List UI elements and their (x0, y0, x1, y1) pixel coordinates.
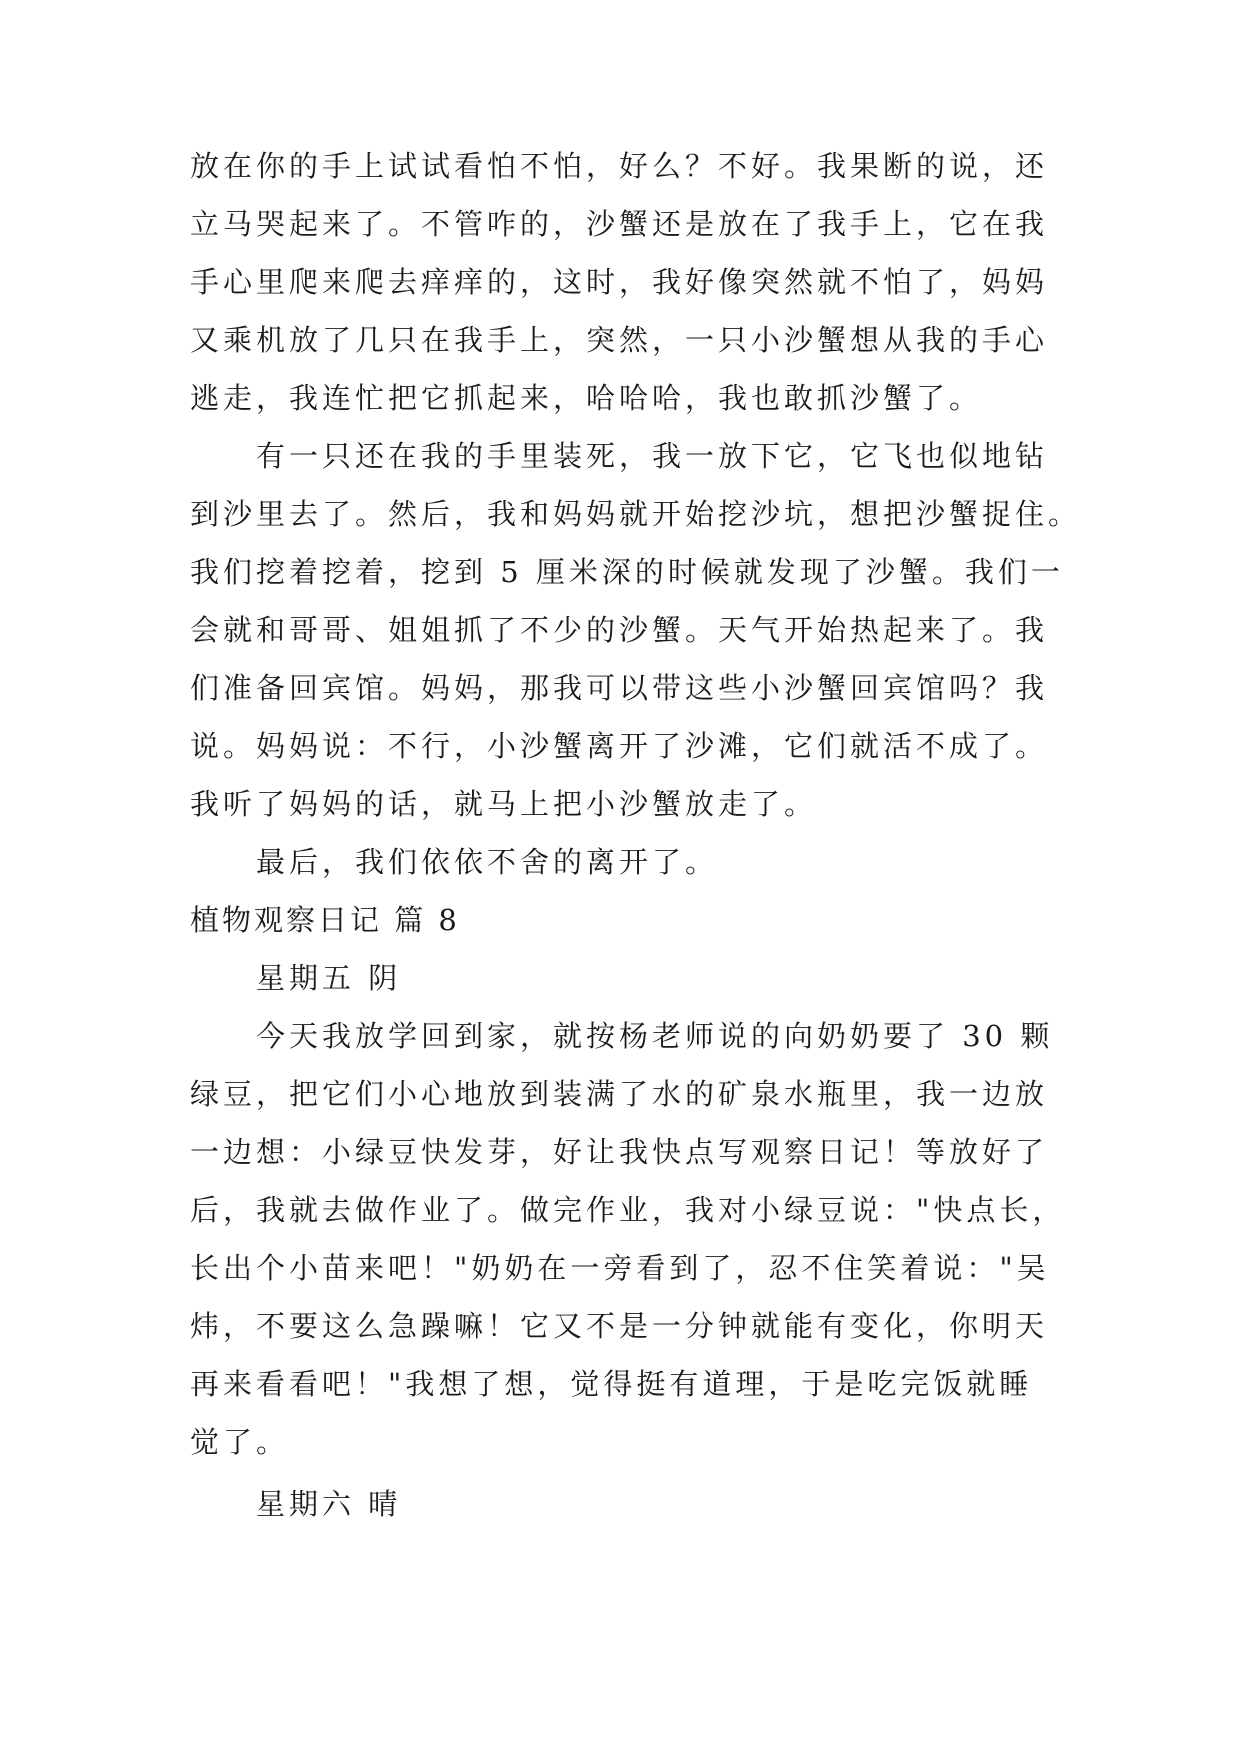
text-line: 放在你的手上试试看怕不怕，好么？不好。我果断的说，还 (190, 149, 1049, 183)
text-line: 觉了。 (190, 1425, 290, 1459)
text-line: 长出个小苗来吧！"奶奶在一旁看到了，忍不住笑着说："吴 (190, 1251, 1050, 1285)
diary-date: 星期五 阴 (256, 961, 402, 995)
text-line: 手心里爬来爬去痒痒的，这时，我好像突然就不怕了，妈妈 (190, 265, 1049, 299)
text-line: 说。妈妈说：不行，小沙蟹离开了沙滩，它们就活不成了。 (190, 729, 1049, 763)
text-line: 到沙里去了。然后，我和妈妈就开始挖沙坑，想把沙蟹捉住。 (190, 497, 1082, 531)
text-line: 们准备回宾馆。妈妈，那我可以带这些小沙蟹回宾馆吗？我 (190, 671, 1049, 705)
section-heading: 植物观察日记 篇 8 (190, 903, 460, 937)
paragraph-first-line: 今天我放学回到家，就按杨老师说的向奶奶要了 30 颗 (256, 1019, 1054, 1053)
text-line: 一边想：小绿豆快发芽，好让我快点写观察日记！等放好了 (190, 1135, 1049, 1169)
text-line: 又乘机放了几只在我手上，突然，一只小沙蟹想从我的手心 (190, 323, 1049, 357)
paragraph-first-line: 有一只还在我的手里装死，我一放下它，它飞也似地钻 (256, 439, 1049, 473)
text-line: 会就和哥哥、姐姐抓了不少的沙蟹。天气开始热起来了。我 (190, 613, 1049, 647)
text-line: 我们挖着挖着，挖到 5 厘米深的时候就发现了沙蟹。我们一 (190, 555, 1064, 589)
text-line: 逃走，我连忙把它抓起来，哈哈哈，我也敢抓沙蟹了。 (190, 381, 983, 415)
paragraph-first-line: 最后，我们依依不舍的离开了。 (256, 845, 719, 879)
text-line: 再来看看吧！"我想了想，觉得挺有道理，于是吃完饭就睡 (190, 1367, 1033, 1401)
diary-date: 星期六 晴 (256, 1487, 402, 1521)
text-line: 立马哭起来了。不管咋的，沙蟹还是放在了我手上，它在我 (190, 207, 1049, 241)
text-line: 绿豆，把它们小心地放到装满了水的矿泉水瓶里，我一边放 (190, 1077, 1049, 1111)
text-line: 我听了妈妈的话，就马上把小沙蟹放走了。 (190, 787, 818, 821)
text-line: 炜，不要这么急躁嘛！它又不是一分钟就能有变化，你明天 (190, 1309, 1049, 1343)
text-line: 后，我就去做作业了。做完作业，我对小绿豆说："快点长， (190, 1193, 1066, 1227)
